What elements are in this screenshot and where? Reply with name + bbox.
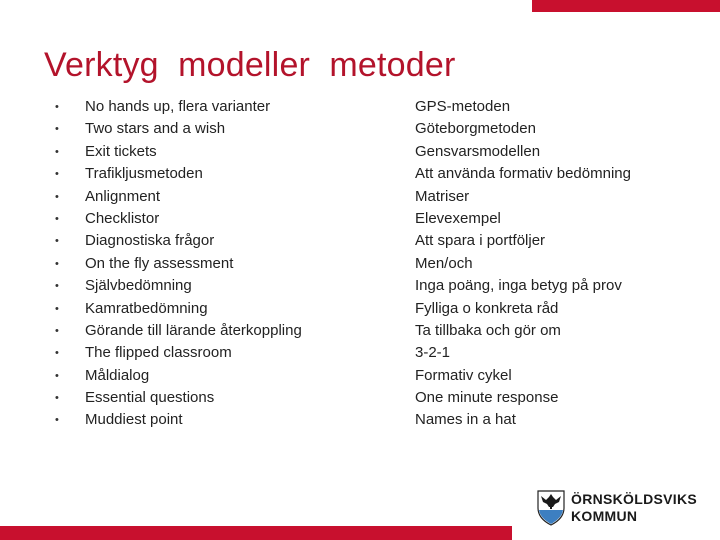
list-item — [52, 365, 302, 387]
list-item-text: Formativ cykel — [415, 366, 512, 384]
list-item-text: Trafikljusmetoden — [85, 165, 203, 183]
list-item-text: 3-2-1 — [415, 344, 451, 362]
list-item — [52, 342, 302, 364]
list-item-text: Diagnostiska frågor — [85, 232, 215, 250]
list-item-text: No hands up, flera varianter — [85, 98, 271, 115]
list-item-text: On the fly assessment — [85, 254, 234, 272]
list-item — [415, 275, 631, 297]
municipal-crest-icon — [535, 488, 567, 526]
list-item-text: Two stars and a wish — [85, 120, 226, 138]
bullet-glyph: • — [55, 257, 59, 270]
list-item — [52, 320, 302, 342]
list-item-text: Men/och — [415, 254, 473, 272]
list-item-text: Matriser — [415, 187, 470, 205]
bullet-glyph: • — [55, 212, 59, 225]
list-item — [415, 141, 631, 163]
list-item-text: One minute response — [415, 389, 559, 407]
list-item-text: Självbedömning — [85, 277, 192, 295]
list-item-text: GPS-metoden — [415, 98, 511, 115]
bullet-glyph: • — [55, 414, 59, 427]
list-item — [415, 365, 631, 387]
list-item — [415, 163, 631, 185]
list-item — [415, 342, 631, 364]
slide-title: Verktyg modeller metoder — [44, 46, 456, 84]
list-item — [52, 186, 302, 208]
list-item — [415, 208, 631, 230]
list-item — [52, 387, 302, 409]
list-item — [52, 409, 302, 431]
list-item — [52, 253, 302, 275]
top-accent-bar — [532, 0, 720, 12]
list-item-text: Gensvarsmodellen — [415, 142, 541, 160]
list-item — [52, 230, 302, 252]
list-item-text: Elevexempel — [415, 209, 501, 227]
list-item — [52, 141, 302, 163]
list-item-text: Att spara i portföljer — [415, 232, 546, 250]
bullet-glyph: • — [55, 280, 59, 293]
list-item — [52, 96, 302, 118]
list-item-text: Att använda formativ bedömning — [415, 165, 631, 183]
bullet-glyph: • — [55, 369, 59, 382]
list-item-text: Ta tillbaka och gör om — [415, 321, 561, 339]
list-item-text: Essential questions — [85, 389, 215, 407]
bottom-accent-bar — [0, 526, 512, 540]
list-item-text: Anlignment — [85, 187, 161, 205]
list-item-text: Names in a hat — [415, 411, 516, 429]
bullet-glyph: • — [55, 145, 59, 158]
list-item-text: Checklistor — [85, 209, 160, 227]
list-item — [415, 409, 631, 431]
list-item — [52, 163, 302, 185]
list-item-text: Görande till lärande återkoppling — [85, 321, 302, 339]
list-item — [415, 118, 631, 140]
bullet-glyph: • — [55, 190, 59, 203]
list-item — [415, 320, 631, 342]
bullet-glyph: • — [55, 235, 59, 248]
bullet-glyph: • — [55, 302, 59, 315]
list-item — [52, 275, 302, 297]
list-item — [415, 387, 631, 409]
logo-line-2: KOMMUN — [571, 508, 638, 524]
list-item — [415, 298, 631, 320]
bullet-glyph: • — [55, 101, 59, 113]
bullet-glyph: • — [55, 123, 59, 136]
list-item — [415, 230, 631, 252]
list-item — [52, 118, 302, 140]
list-item-text: Muddiest point — [85, 411, 183, 429]
right-method-list — [415, 96, 631, 432]
list-item-text: Måldialog — [85, 366, 150, 384]
list-item-text: Fylliga o konkreta råd — [415, 299, 559, 317]
bullet-glyph: • — [55, 392, 59, 405]
list-item — [415, 96, 631, 118]
list-item-text: Göteborgmetoden — [415, 120, 536, 138]
list-item-text: Kamratbedömning — [85, 299, 208, 317]
list-item — [415, 253, 631, 275]
logo-text — [571, 491, 697, 525]
bullet-glyph: • — [55, 347, 59, 360]
list-item — [415, 186, 631, 208]
list-item-text: Inga poäng, inga betyg på prov — [415, 277, 622, 295]
bullet-glyph: • — [55, 168, 59, 181]
list-item-text: Exit tickets — [85, 142, 157, 160]
list-item — [52, 208, 302, 230]
ornskoldsvik-logo — [535, 488, 698, 528]
list-item — [52, 298, 302, 320]
left-bullet-list — [52, 96, 302, 432]
bullet-glyph: • — [55, 324, 59, 337]
list-item-text: The flipped classroom — [85, 344, 232, 362]
logo-line-1: ÖRNSKÖLDSVIKS — [571, 491, 698, 507]
